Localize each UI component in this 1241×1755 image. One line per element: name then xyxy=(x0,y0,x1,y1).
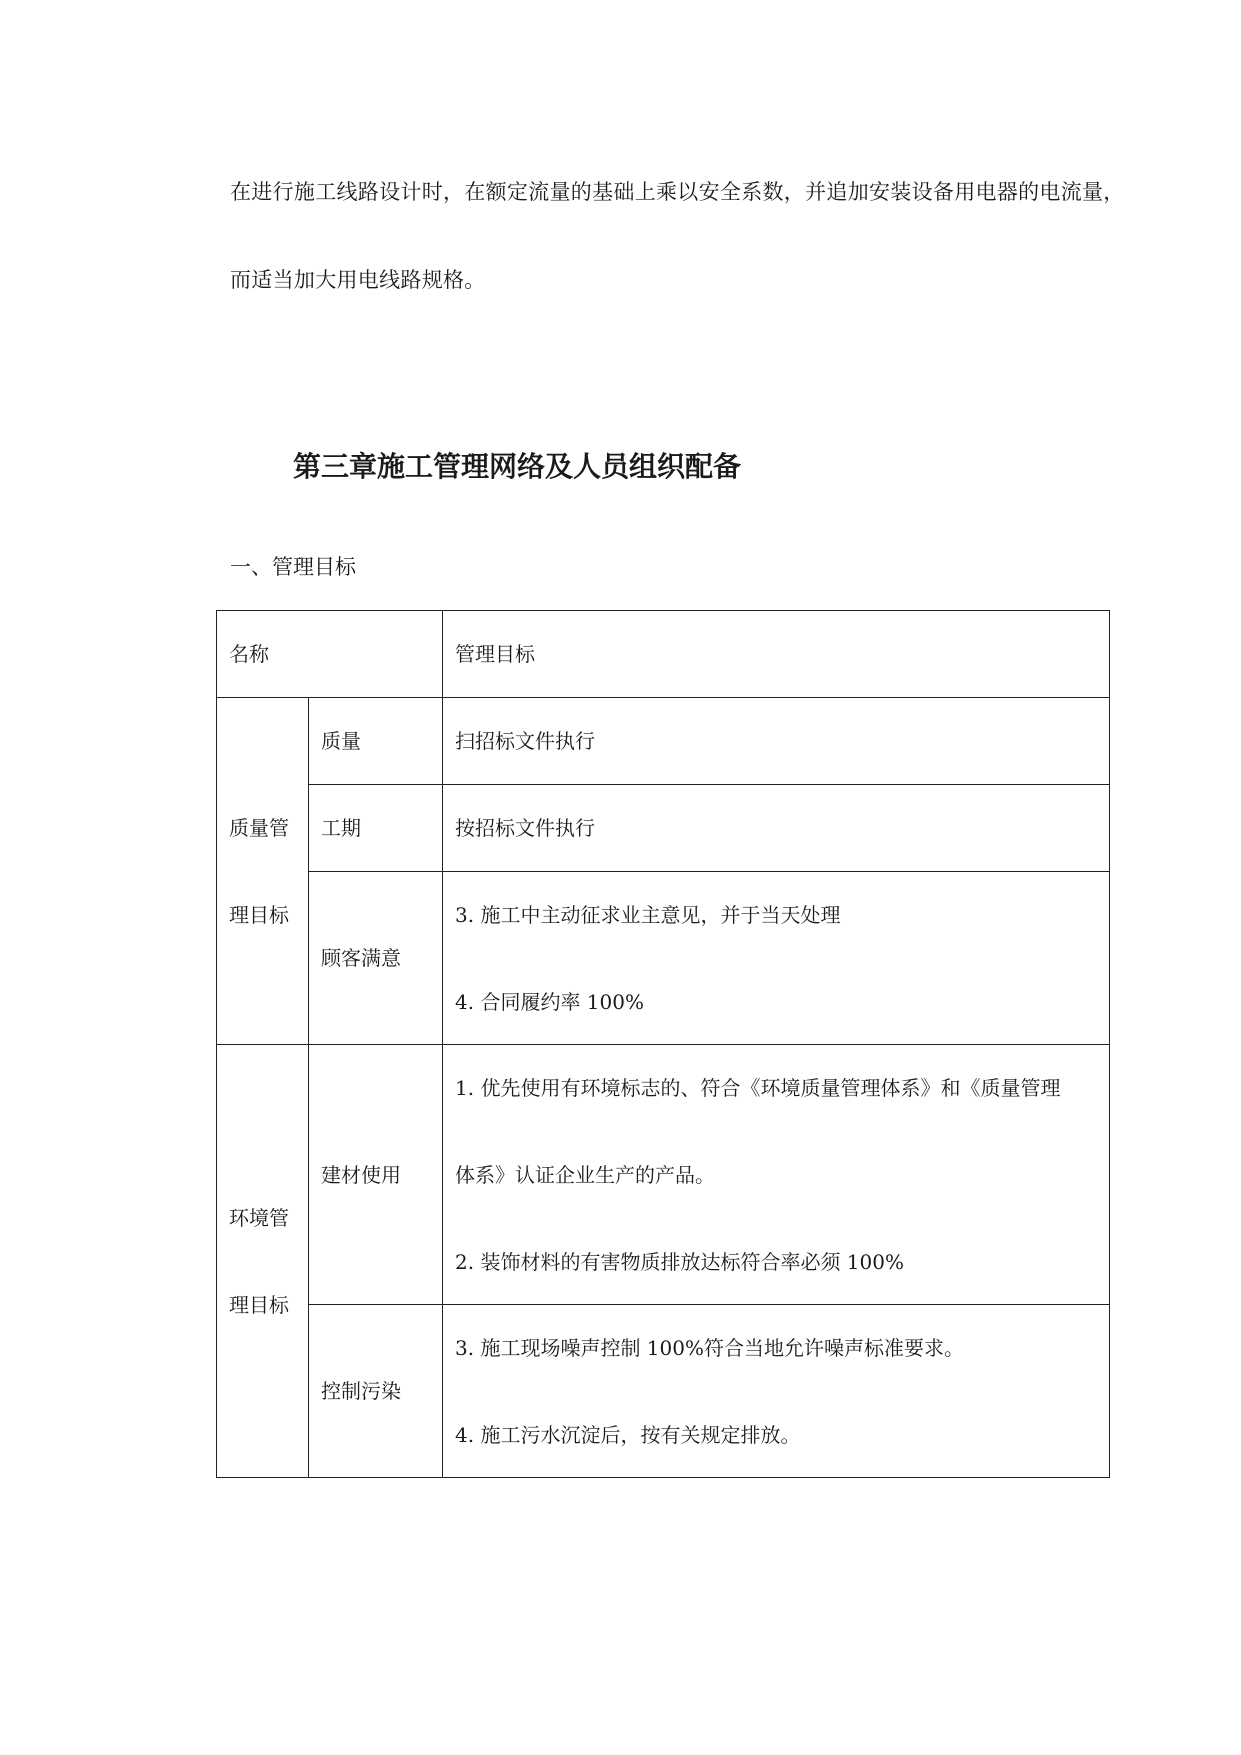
table-row xyxy=(217,872,1110,1045)
table-header-row xyxy=(217,611,1110,698)
management-goals-table xyxy=(216,610,1110,1478)
header-name-cell xyxy=(217,611,443,698)
goal-text: 4. 施工污水沉淀后，按有关规定排放。 xyxy=(455,1422,801,1447)
item-label: 控制污染 xyxy=(321,1379,401,1403)
item-label: 顾客满意 xyxy=(321,946,401,970)
table-row xyxy=(217,785,1110,872)
goal-cell xyxy=(443,785,1110,872)
item-cell xyxy=(309,785,443,872)
goal-cell xyxy=(443,698,1110,785)
item-cell xyxy=(309,698,443,785)
quality-group-label-line-1: 质量管 xyxy=(229,815,289,840)
table-row xyxy=(217,1305,1110,1478)
table-row xyxy=(217,698,1110,785)
table-row xyxy=(217,1045,1110,1305)
environment-group-label-line-2: 理目标 xyxy=(229,1292,289,1317)
item-label: 建材使用 xyxy=(321,1162,401,1187)
goal-cell xyxy=(443,872,1110,1045)
item-cell xyxy=(309,1305,443,1478)
environment-group-label-line-1: 环境管 xyxy=(229,1205,289,1230)
goal-text: 3. 施工现场噪声控制 100%符合当地允许噪声标准要求。 xyxy=(455,1335,964,1360)
goal-text: 2. 装饰材料的有害物质排放达标符合率必须 100% xyxy=(455,1249,904,1274)
chapter-title: 第三章施工管理网络及人员组织配备 xyxy=(293,450,742,483)
quality-group-cell xyxy=(217,698,309,1045)
goal-cell xyxy=(443,1045,1110,1305)
intro-paragraph-line-1: 在进行施工线路设计时，在额定流量的基础上乘以安全系数，并追加安装设备用电器的电流量， xyxy=(230,180,1125,204)
goal-text: 1. 优先使用有环境标志的、符合《环境质量管理体系》和《质量管理 xyxy=(455,1075,1061,1100)
goal-text: 体系》认证企业生产的产品。 xyxy=(455,1162,715,1187)
item-cell xyxy=(309,1045,443,1305)
goal-text: 按招标文件执行 xyxy=(455,816,595,840)
goal-cell xyxy=(443,1305,1110,1478)
item-cell xyxy=(309,872,443,1045)
goal-text: 3. 施工中主动征求业主意见，并于当天处理 xyxy=(455,902,841,927)
quality-group-label-line-2: 理目标 xyxy=(229,902,289,927)
intro-paragraph-line-2: 而适当加大用电线路规格。 xyxy=(230,268,486,292)
item-label: 质量 xyxy=(321,729,361,753)
header-goal-cell xyxy=(443,611,1110,698)
header-name-label: 名称 xyxy=(229,642,269,666)
goal-text: 扫招标文件执行 xyxy=(455,729,595,753)
goal-text: 4. 合同履约率 100% xyxy=(455,989,644,1014)
environment-group-cell xyxy=(217,1045,309,1478)
section-title: 一、管理目标 xyxy=(230,555,356,579)
item-label: 工期 xyxy=(321,816,361,840)
header-goal-label: 管理目标 xyxy=(455,642,535,666)
